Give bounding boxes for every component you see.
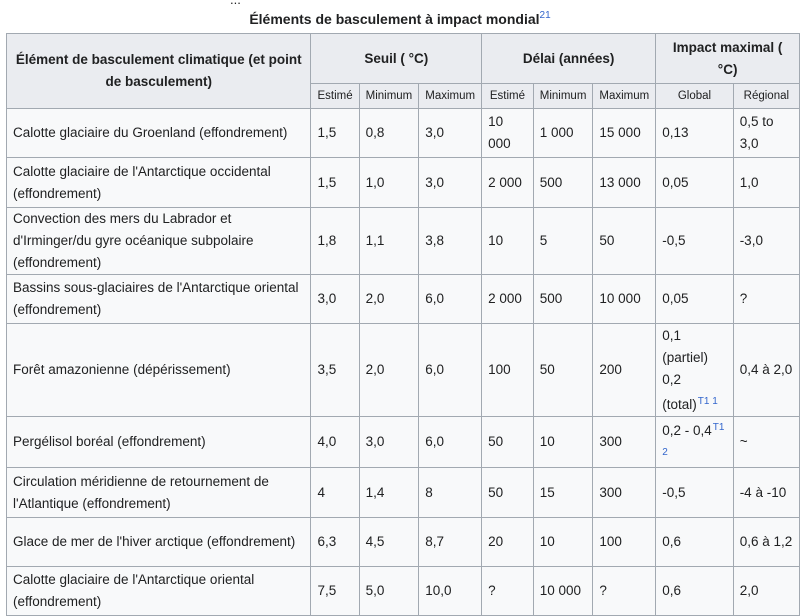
threshold-cell: 1,8 (311, 208, 359, 275)
impact-global-value: 0,13 (662, 125, 689, 140)
threshold-cell: 5,0 (359, 567, 419, 616)
header-timescale: Délai (années) (482, 34, 656, 84)
impact-regional-cell: ~ (733, 417, 799, 468)
impact-global-cell (656, 518, 733, 567)
element-cell: Bassins sous-glaciaires de l'Antarctique oriental (effondrement) (7, 275, 311, 324)
threshold-cell: 3,0 (419, 158, 482, 208)
impact-global-value: -0,5 (662, 233, 686, 248)
threshold-cell: 10,0 (419, 567, 482, 616)
timescale-cell: 20 (482, 518, 534, 567)
threshold-cell: 3,8 (419, 208, 482, 275)
footnote-reference-link[interactable]: T1 1 (697, 395, 718, 407)
impact-global-cell (656, 275, 733, 324)
impact-global-cell (656, 468, 733, 518)
threshold-cell: 4,0 (311, 417, 359, 468)
timescale-cell: 300 (593, 468, 656, 518)
threshold-cell: 6,0 (419, 417, 482, 468)
timescale-cell: ? (593, 567, 656, 616)
impact-regional-cell: 1,0 (733, 158, 799, 208)
impact-global-value: 0,05 (662, 174, 689, 190)
timescale-cell: 2 000 (482, 158, 534, 208)
table-row (7, 518, 800, 567)
subheader-threshold-min: Minimum (359, 84, 419, 109)
impact-global-cell (656, 208, 733, 275)
subheader-impact-global: Global (656, 84, 733, 109)
timescale-cell: 50 (482, 468, 534, 518)
impact-global-value: 0,6 (662, 583, 682, 598)
impact-global-value: 0,1 (partiel) 0,2 (total) (662, 327, 709, 412)
threshold-cell: 2,0 (359, 275, 419, 324)
threshold-cell: 3,0 (359, 417, 419, 468)
threshold-cell: 4,5 (359, 518, 419, 567)
timescale-cell: 10 000 (593, 275, 656, 324)
timescale-cell: 50 (593, 208, 656, 275)
threshold-cell: 0,8 (359, 109, 419, 158)
impact-regional-cell: 0,6 à 1,2 (733, 518, 799, 567)
timescale-cell: 2 000 (482, 275, 534, 324)
header-element: Élément de basculement climatique (et point de basculement) (7, 34, 311, 109)
impact-global-cell (656, 158, 733, 208)
subheader-timescale-min: Minimum (533, 84, 593, 109)
timescale-cell: 500 (533, 275, 593, 324)
element-cell: Forêt amazonienne (dépérissement) (7, 324, 311, 417)
threshold-cell: 3,0 (419, 109, 482, 158)
timescale-cell: 10 (533, 417, 593, 468)
impact-global-cell (656, 417, 733, 468)
element-cell: Circulation méridienne de retournement de l'Atlantique (effondrement) (7, 468, 311, 518)
caption-reference-link[interactable]: 21 (539, 10, 551, 21)
element-cell: Convection des mers du Labrador et d'Irminger/du gyre océanique subpolaire (effondrement) (7, 208, 311, 275)
table-row (7, 158, 800, 208)
threshold-cell: 1,1 (359, 208, 419, 275)
element-cell: Calotte glaciaire de l'Antarctique occidental (effondrement) (7, 158, 311, 208)
element-cell: Pergélisol boréal (effondrement) (7, 417, 311, 468)
table-row (7, 208, 800, 275)
timescale-cell: 10 000 (533, 567, 593, 616)
header-max-impact: Impact maximal ( °C) (656, 34, 800, 84)
impact-global-cell (656, 567, 733, 616)
timescale-cell: 5 (533, 208, 593, 275)
impact-global-value: 0,05 (662, 291, 689, 306)
table-row (7, 567, 800, 616)
impact-global-cell (656, 109, 733, 158)
table-row (7, 275, 800, 324)
timescale-cell: 100 (593, 518, 656, 567)
threshold-cell: 3,5 (311, 324, 359, 417)
timescale-cell: 15 000 (593, 109, 656, 158)
impact-regional-cell: 0,4 à 2,0 (733, 324, 799, 417)
timescale-cell: 1 000 (533, 109, 593, 158)
subheader-timescale-estimate: Estimé (482, 84, 534, 109)
footnote-reference-link[interactable]: T1 2 (662, 422, 725, 458)
timescale-cell: 10 (533, 518, 593, 567)
element-cell: Calotte glaciaire de l'Antarctique oriental (effondrement) (7, 567, 311, 616)
impact-global-value: -0,5 (662, 484, 686, 500)
subheader-threshold-estimate: Estimé (311, 84, 359, 109)
threshold-cell: 4 (311, 468, 359, 518)
timescale-cell: 500 (533, 158, 593, 208)
subheader-impact-regional: Régional (733, 84, 799, 109)
timescale-cell: 10 (482, 208, 534, 275)
threshold-cell: 1,4 (359, 468, 419, 518)
impact-regional-cell: ? (733, 275, 799, 324)
timescale-cell: 50 (533, 324, 593, 417)
threshold-cell: 3,0 (311, 275, 359, 324)
impact-global-value: 0,6 (662, 534, 682, 549)
timescale-cell: 10 000 (482, 109, 534, 158)
header-threshold: Seuil ( °C) (311, 34, 482, 84)
timescale-cell: 13 000 (593, 158, 656, 208)
impact-regional-cell: -4 à -10 (733, 468, 799, 518)
impact-regional-cell: 0,5 to 3,0 (733, 109, 799, 158)
threshold-cell: 6,0 (419, 324, 482, 417)
element-cell: Glace de mer de l'hiver arctique (effondrement) (7, 518, 311, 567)
timescale-cell: 200 (593, 324, 656, 417)
timescale-cell: 300 (593, 417, 656, 468)
caption-text: Éléments de basculement à impact mondial (249, 11, 540, 27)
timescale-cell: ? (482, 567, 534, 616)
impact-global-value: 0,2 - 0,4 (662, 423, 712, 438)
threshold-cell: 1,5 (311, 158, 359, 208)
timescale-cell: 50 (482, 417, 534, 468)
threshold-cell: 1,5 (311, 109, 359, 158)
element-cell: Calotte glaciaire du Groenland (effondrement) (7, 109, 311, 158)
threshold-cell: 8,7 (419, 518, 482, 567)
threshold-cell: 8 (419, 468, 482, 518)
timescale-cell: 100 (482, 324, 534, 417)
timescale-cell: 15 (533, 468, 593, 518)
cut-off-text (230, 0, 241, 7)
impact-global-cell (656, 324, 733, 417)
subheader-threshold-max: Maximum (419, 84, 482, 109)
threshold-cell: 7,5 (311, 567, 359, 616)
table-row (7, 417, 800, 468)
impact-regional-cell: -3,0 (733, 208, 799, 275)
tipping-elements-table (6, 33, 800, 616)
subheader-timescale-max: Maximum (593, 84, 656, 109)
table-row (7, 109, 800, 158)
threshold-cell: 2,0 (359, 324, 419, 417)
threshold-cell: 6,3 (311, 518, 359, 567)
threshold-cell: 6,0 (419, 275, 482, 324)
table-row (7, 324, 800, 417)
impact-regional-cell: 2,0 (733, 567, 799, 616)
table-row (7, 468, 800, 518)
table-caption (0, 10, 800, 27)
threshold-cell: 1,0 (359, 158, 419, 208)
